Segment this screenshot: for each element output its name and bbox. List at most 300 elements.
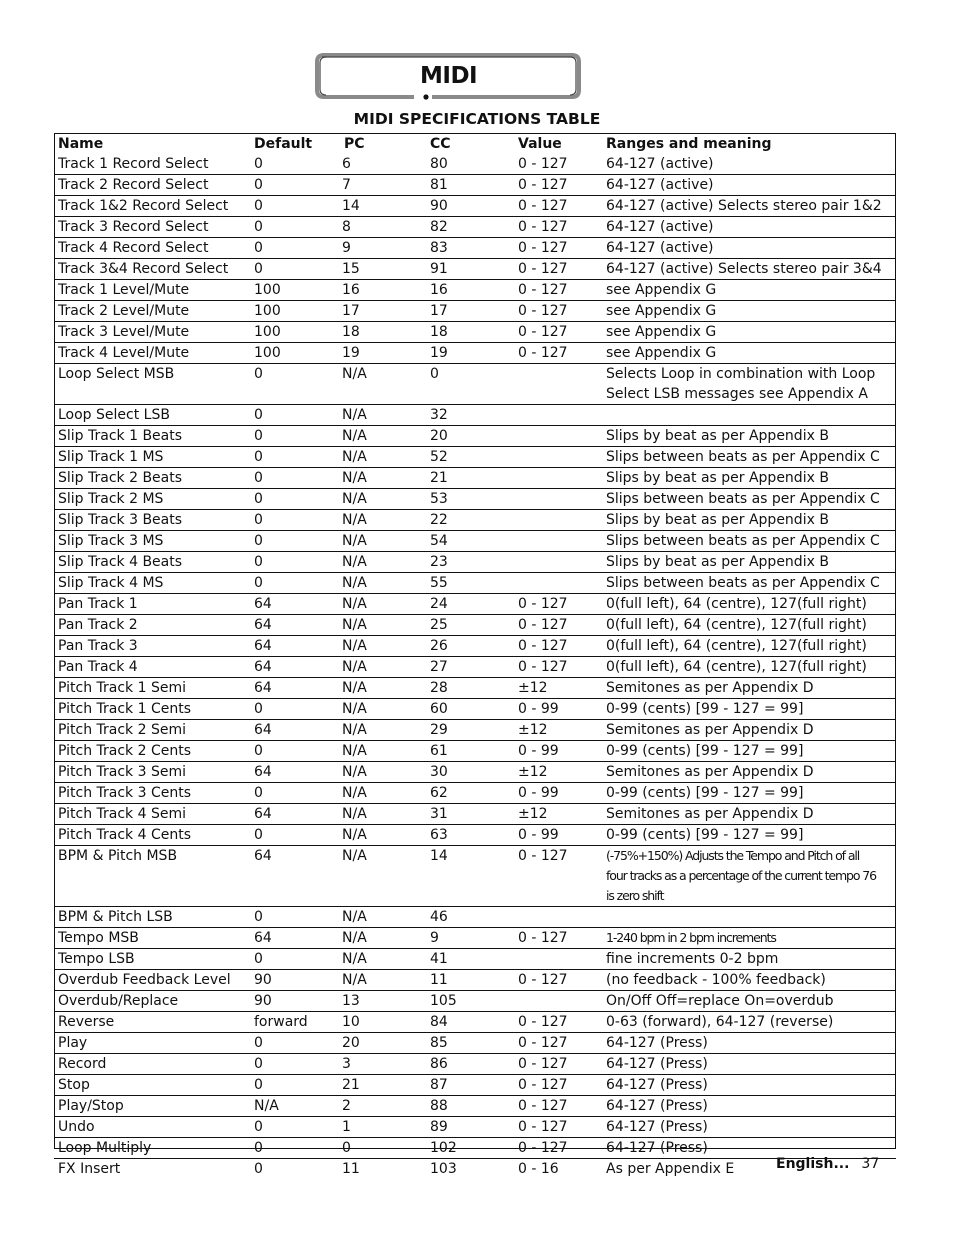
cell-default: 0 — [250, 573, 334, 594]
cell-value: 0 - 127 — [510, 970, 598, 991]
cell-name: Track 2 Level/Mute — [54, 301, 250, 322]
cell-name: Track 3 Level/Mute — [54, 322, 250, 343]
column-header-value: Value — [518, 136, 562, 152]
cell-name: Track 2 Record Select — [54, 175, 250, 196]
cell-cc: 102 — [422, 1138, 510, 1159]
cell-cc: 27 — [422, 657, 510, 678]
table-row — [54, 175, 896, 196]
cell-name: BPM & Pitch MSB — [54, 846, 250, 907]
cell-default: 0 — [250, 175, 334, 196]
cell-ranges: On/Off Off=replace On=overdub — [598, 991, 896, 1012]
cell-value — [510, 573, 598, 594]
table-row — [54, 741, 896, 762]
cell-cc: 89 — [422, 1117, 510, 1138]
cell-pc: 10 — [334, 1012, 422, 1033]
cell-ranges: 64-127 (active) Selects stereo pair 3&4 — [598, 259, 896, 280]
cell-pc: 9 — [334, 238, 422, 259]
cell-cc: 86 — [422, 1054, 510, 1075]
cell-cc: 21 — [422, 468, 510, 489]
cell-default: 64 — [250, 762, 334, 783]
cell-cc: 63 — [422, 825, 510, 846]
cell-pc: N/A — [334, 804, 422, 825]
cell-cc: 54 — [422, 531, 510, 552]
cell-ranges: 0-99 (cents) [99 - 127 = 99] — [598, 825, 896, 846]
cell-default: 64 — [250, 657, 334, 678]
cell-name: Slip Track 4 Beats — [54, 552, 250, 573]
cell-name: Loop Select LSB — [54, 405, 250, 426]
cell-ranges: Slips between beats as per Appendix C — [598, 447, 896, 468]
cell-value: 0 - 127 — [510, 1054, 598, 1075]
cell-name: Record — [54, 1054, 250, 1075]
cell-default: 64 — [250, 720, 334, 741]
cell-value: 0 - 99 — [510, 783, 598, 804]
cell-default: 0 — [250, 510, 334, 531]
cell-pc: 21 — [334, 1075, 422, 1096]
cell-cc: 24 — [422, 594, 510, 615]
cell-value: 0 - 127 — [510, 280, 598, 301]
cell-name: Slip Track 1 Beats — [54, 426, 250, 447]
cell-value: 0 - 127 — [510, 594, 598, 615]
cell-name: BPM & Pitch LSB — [54, 907, 250, 928]
cell-pc: N/A — [334, 636, 422, 657]
midi-specifications-table — [54, 134, 896, 1179]
cell-pc: N/A — [334, 907, 422, 928]
cell-name: Pan Track 3 — [54, 636, 250, 657]
cell-name: Pitch Track 3 Cents — [54, 783, 250, 804]
cell-cc: 19 — [422, 343, 510, 364]
cell-ranges: Slips by beat as per Appendix B — [598, 468, 896, 489]
cell-default: 0 — [250, 907, 334, 928]
cell-default: 100 — [250, 301, 334, 322]
cell-cc: 41 — [422, 949, 510, 970]
table-row — [54, 1054, 896, 1075]
cell-value: 0 - 127 — [510, 1138, 598, 1159]
table-row — [54, 510, 896, 531]
cell-ranges: 0(full left), 64 (centre), 127(full right) — [598, 615, 896, 636]
cell-default: 0 — [250, 238, 334, 259]
cell-pc: 16 — [334, 280, 422, 301]
cell-pc: N/A — [334, 949, 422, 970]
cell-pc: N/A — [334, 510, 422, 531]
cell-default: 0 — [250, 1075, 334, 1096]
cell-cc: 55 — [422, 573, 510, 594]
cell-default: 64 — [250, 678, 334, 699]
table-row — [54, 489, 896, 510]
cell-value: 0 - 127 — [510, 1096, 598, 1117]
cell-default: 0 — [250, 1033, 334, 1054]
cell-ranges: Slips between beats as per Appendix C — [598, 531, 896, 552]
cell-ranges: As per Appendix E — [606, 1161, 735, 1177]
cell-name: FX Insert — [58, 1161, 121, 1177]
cell-pc: 14 — [334, 196, 422, 217]
cell-pc: N/A — [334, 846, 422, 907]
cell-pc: 18 — [334, 322, 422, 343]
cell-cc: 20 — [422, 426, 510, 447]
cell-value — [510, 949, 598, 970]
cell-name: Pan Track 1 — [54, 594, 250, 615]
cell-cc: 25 — [422, 615, 510, 636]
table-row — [54, 343, 896, 364]
cell-cc: 80 — [422, 154, 510, 175]
cell-cc: 62 — [422, 783, 510, 804]
cell-pc: N/A — [334, 405, 422, 426]
cell-cc: 46 — [422, 907, 510, 928]
cell-default: 64 — [250, 594, 334, 615]
cell-ranges: Slips by beat as per Appendix B — [598, 552, 896, 573]
table-row — [54, 322, 896, 343]
cell-cc: 53 — [422, 489, 510, 510]
table-row — [54, 259, 896, 280]
cell-value: 0 - 127 — [510, 259, 598, 280]
cell-pc: 20 — [334, 1033, 422, 1054]
cell-name: Pitch Track 4 Cents — [54, 825, 250, 846]
cell-pc: N/A — [334, 489, 422, 510]
cell-ranges: 64-127 (active) — [598, 175, 896, 196]
cell-pc: N/A — [334, 468, 422, 489]
cell-ranges: Semitones as per Appendix D — [598, 804, 896, 825]
cell-default: 0 — [250, 154, 334, 175]
cell-pc: N/A — [334, 447, 422, 468]
cell-default: 100 — [250, 280, 334, 301]
cell-name: Track 3&4 Record Select — [54, 259, 250, 280]
cell-default: 64 — [250, 615, 334, 636]
table-row — [54, 468, 896, 489]
cell-pc: N/A — [334, 615, 422, 636]
cell-ranges: 64-127 (Press) — [598, 1096, 896, 1117]
cell-value: ±12 — [510, 678, 598, 699]
cell-name: Overdub Feedback Level — [54, 970, 250, 991]
footer-language: English... — [776, 1156, 850, 1172]
table-row — [54, 804, 896, 825]
cell-default: 0 — [250, 825, 334, 846]
cell-ranges: Slips by beat as per Appendix B — [598, 510, 896, 531]
cell-value — [510, 531, 598, 552]
cell-name: Track 3 Record Select — [54, 217, 250, 238]
table-row — [54, 426, 896, 447]
cell-ranges: see Appendix G — [598, 301, 896, 322]
cell-pc: 3 — [334, 1054, 422, 1075]
table-row — [54, 154, 896, 175]
cell-value: 0 - 99 — [510, 825, 598, 846]
cell-default: 100 — [250, 343, 334, 364]
cell-ranges: 64-127 (Press) — [598, 1138, 896, 1159]
cell-value: 0 - 127 — [510, 1075, 598, 1096]
table-body — [54, 154, 896, 1179]
table-row — [54, 699, 896, 720]
cell-pc: N/A — [334, 573, 422, 594]
cell-name: Tempo LSB — [54, 949, 250, 970]
cell-ranges: see Appendix G — [598, 343, 896, 364]
cell-pc: N/A — [334, 657, 422, 678]
cell-value: 0 - 127 — [510, 175, 598, 196]
table-row — [54, 636, 896, 657]
cell-ranges: 1-240 bpm in 2 bpm increments — [598, 928, 896, 949]
cell-value — [510, 991, 598, 1012]
cell-default: 0 — [250, 447, 334, 468]
cell-default: 0 — [250, 364, 334, 405]
cell-ranges: 64-127 (Press) — [598, 1054, 896, 1075]
table-row — [54, 657, 896, 678]
cell-pc: N/A — [334, 364, 422, 405]
cell-cc: 9 — [422, 928, 510, 949]
cell-default: 0 — [250, 489, 334, 510]
cell-ranges — [598, 405, 896, 426]
table-row — [54, 783, 896, 804]
cell-name: Overdub/Replace — [54, 991, 250, 1012]
table-row — [54, 846, 896, 907]
table-row — [54, 447, 896, 468]
cell-ranges: 0(full left), 64 (centre), 127(full right) — [598, 636, 896, 657]
cell-default: 64 — [250, 928, 334, 949]
cell-default: 100 — [250, 322, 334, 343]
cell-default: 0 — [250, 531, 334, 552]
cell-pc: 1 — [334, 1117, 422, 1138]
cell-value: 0 - 127 — [510, 154, 598, 175]
cell-value — [510, 364, 598, 405]
cell-pc: 2 — [334, 1096, 422, 1117]
cell-value — [510, 468, 598, 489]
cell-ranges: 64-127 (active) — [598, 238, 896, 259]
cell-ranges: Semitones as per Appendix D — [598, 762, 896, 783]
cell-value: 0 - 16 — [518, 1161, 559, 1177]
cell-name: Pitch Track 3 Semi — [54, 762, 250, 783]
cell-default: 0 — [250, 468, 334, 489]
cell-pc: N/A — [334, 762, 422, 783]
cell-default: 64 — [250, 846, 334, 907]
cell-ranges: Semitones as per Appendix D — [598, 678, 896, 699]
cell-ranges: (-75%+150%) Adjusts the Tempo and Pitch of all four tracks as a percentage of the current tempo 76 is zero shift — [598, 846, 896, 907]
cell-value: ±12 — [510, 720, 598, 741]
table-row — [54, 531, 896, 552]
cell-name: Undo — [54, 1117, 250, 1138]
table-header-row — [54, 134, 896, 154]
cell-value: 0 - 127 — [510, 1033, 598, 1054]
cell-default: 0 — [250, 741, 334, 762]
cell-value: 0 - 127 — [510, 238, 598, 259]
cell-value: 0 - 127 — [510, 217, 598, 238]
cell-name: Slip Track 3 MS — [54, 531, 250, 552]
cell-cc: 52 — [422, 447, 510, 468]
cell-value: 0 - 127 — [510, 322, 598, 343]
cell-ranges: (no feedback - 100% feedback) — [598, 970, 896, 991]
cell-pc: 19 — [334, 343, 422, 364]
cell-cc: 85 — [422, 1033, 510, 1054]
cell-pc: 15 — [334, 259, 422, 280]
cell-ranges: 0-99 (cents) [99 - 127 = 99] — [598, 783, 896, 804]
cell-cc: 88 — [422, 1096, 510, 1117]
table-row — [54, 217, 896, 238]
cell-value: ±12 — [510, 804, 598, 825]
cell-name: Play — [54, 1033, 250, 1054]
cell-cc: 60 — [422, 699, 510, 720]
cell-pc: N/A — [334, 531, 422, 552]
cell-name: Loop Select MSB — [54, 364, 250, 405]
table-row — [54, 1096, 896, 1117]
table-row — [54, 1138, 896, 1159]
cell-value: 0 - 127 — [510, 343, 598, 364]
table-row — [54, 678, 896, 699]
cell-value: 0 - 127 — [510, 928, 598, 949]
table-row — [54, 615, 896, 636]
column-header-default: Default — [254, 136, 313, 152]
table-row — [54, 762, 896, 783]
page-footer — [776, 1156, 879, 1172]
cell-cc: 16 — [422, 280, 510, 301]
cell-default: 0 — [254, 1161, 263, 1177]
cell-ranges: 64-127 (Press) — [598, 1075, 896, 1096]
cell-name: Slip Track 3 Beats — [54, 510, 250, 531]
table-row — [54, 1117, 896, 1138]
table-row — [54, 825, 896, 846]
cell-ranges: 0-99 (cents) [99 - 127 = 99] — [598, 699, 896, 720]
cell-name: Track 1 Record Select — [54, 154, 250, 175]
cell-ranges: Slips between beats as per Appendix C — [598, 489, 896, 510]
cell-name: Pitch Track 2 Cents — [54, 741, 250, 762]
cell-ranges: 64-127 (Press) — [598, 1117, 896, 1138]
cell-name: Slip Track 2 MS — [54, 489, 250, 510]
cell-value — [510, 907, 598, 928]
table-row — [54, 991, 896, 1012]
cell-value: 0 - 127 — [510, 615, 598, 636]
cell-default: 0 — [250, 552, 334, 573]
cell-cc: 81 — [422, 175, 510, 196]
cell-name: Pitch Track 4 Semi — [54, 804, 250, 825]
cell-ranges: 0(full left), 64 (centre), 127(full right) — [598, 594, 896, 615]
cell-ranges: 0-63 (forward), 64-127 (reverse) — [598, 1012, 896, 1033]
table-row — [54, 364, 896, 405]
cell-cc: 30 — [422, 762, 510, 783]
table-row — [54, 405, 896, 426]
cell-ranges: see Appendix G — [598, 322, 896, 343]
cell-pc: N/A — [334, 783, 422, 804]
cell-pc: N/A — [334, 678, 422, 699]
cell-cc: 0 — [422, 364, 510, 405]
cell-ranges: Slips by beat as per Appendix B — [598, 426, 896, 447]
cell-ranges: Slips between beats as per Appendix C — [598, 573, 896, 594]
table-row — [54, 196, 896, 217]
cell-default: 90 — [250, 970, 334, 991]
cell-name: Pan Track 4 — [54, 657, 250, 678]
table-row — [54, 970, 896, 991]
cell-name: Pitch Track 1 Cents — [54, 699, 250, 720]
cell-pc: 11 — [342, 1161, 360, 1177]
cell-pc: N/A — [334, 594, 422, 615]
cell-default: 64 — [250, 804, 334, 825]
cell-name: Slip Track 1 MS — [54, 447, 250, 468]
cell-name: Play/Stop — [54, 1096, 250, 1117]
cell-default: forward — [250, 1012, 334, 1033]
cell-cc: 22 — [422, 510, 510, 531]
table-row — [54, 552, 896, 573]
cell-pc: N/A — [334, 699, 422, 720]
cell-value — [510, 489, 598, 510]
cell-pc: 6 — [334, 154, 422, 175]
cell-ranges: 64-127 (active) Selects stereo pair 1&2 — [598, 196, 896, 217]
cell-value — [510, 510, 598, 531]
table-row — [54, 1075, 896, 1096]
cell-name: Track 4 Level/Mute — [54, 343, 250, 364]
cell-cc: 84 — [422, 1012, 510, 1033]
cell-default: 0 — [250, 783, 334, 804]
table-row — [54, 907, 896, 928]
cell-ranges: 0(full left), 64 (centre), 127(full right) — [598, 657, 896, 678]
cell-cc: 31 — [422, 804, 510, 825]
cell-value — [510, 426, 598, 447]
cell-cc: 11 — [422, 970, 510, 991]
cell-cc: 103 — [430, 1161, 457, 1177]
cell-ranges: see Appendix G — [598, 280, 896, 301]
cell-name: Track 1&2 Record Select — [54, 196, 250, 217]
cell-pc: 7 — [334, 175, 422, 196]
cell-value: 0 - 127 — [510, 301, 598, 322]
table-row — [54, 928, 896, 949]
cell-name: Pitch Track 2 Semi — [54, 720, 250, 741]
cell-name: Pan Track 2 — [54, 615, 250, 636]
cell-cc: 29 — [422, 720, 510, 741]
table-row — [54, 1159, 896, 1180]
cell-value: 0 - 127 — [510, 657, 598, 678]
cell-cc: 17 — [422, 301, 510, 322]
cell-value: 0 - 127 — [510, 1012, 598, 1033]
cell-pc: N/A — [334, 552, 422, 573]
cell-value — [510, 447, 598, 468]
cell-value: 0 - 127 — [510, 1117, 598, 1138]
cell-cc: 105 — [422, 991, 510, 1012]
cell-cc: 61 — [422, 741, 510, 762]
cell-name: Track 1 Level/Mute — [54, 280, 250, 301]
cell-ranges: Selects Loop in combination with Loop Select LSB messages see Appendix A — [598, 364, 896, 405]
cell-cc: 82 — [422, 217, 510, 238]
cell-default: 90 — [250, 991, 334, 1012]
cell-default: 0 — [250, 699, 334, 720]
cell-value: 0 - 99 — [510, 741, 598, 762]
cell-ranges: 64-127 (active) — [598, 154, 896, 175]
cell-cc: 90 — [422, 196, 510, 217]
cell-name: Slip Track 4 MS — [54, 573, 250, 594]
column-header-pc: PC — [344, 136, 365, 152]
cell-name: Loop Multiply — [54, 1138, 250, 1159]
cell-pc: N/A — [334, 928, 422, 949]
cell-ranges: 0-99 (cents) [99 - 127 = 99] — [598, 741, 896, 762]
cell-pc: 8 — [334, 217, 422, 238]
cell-default: 0 — [250, 217, 334, 238]
column-header-cc: CC — [430, 136, 451, 152]
cell-value — [510, 405, 598, 426]
table-row — [54, 949, 896, 970]
cell-cc: 18 — [422, 322, 510, 343]
column-header-name: Name — [58, 136, 104, 152]
cell-cc: 28 — [422, 678, 510, 699]
table-row — [54, 238, 896, 259]
cell-cc: 87 — [422, 1075, 510, 1096]
cell-pc: 13 — [334, 991, 422, 1012]
cell-default: 0 — [250, 196, 334, 217]
table-row — [54, 573, 896, 594]
cell-value: 0 - 99 — [510, 699, 598, 720]
cell-pc: 17 — [334, 301, 422, 322]
cell-cc: 91 — [422, 259, 510, 280]
cell-default: N/A — [250, 1096, 334, 1117]
cell-cc: 83 — [422, 238, 510, 259]
page-number: 37 — [861, 1156, 880, 1172]
table-row — [54, 1033, 896, 1054]
cell-name: Tempo MSB — [54, 928, 250, 949]
cell-pc: N/A — [334, 426, 422, 447]
cell-value: 0 - 127 — [510, 636, 598, 657]
cell-default: 0 — [250, 1138, 334, 1159]
cell-default: 0 — [250, 949, 334, 970]
cell-default: 0 — [250, 1117, 334, 1138]
